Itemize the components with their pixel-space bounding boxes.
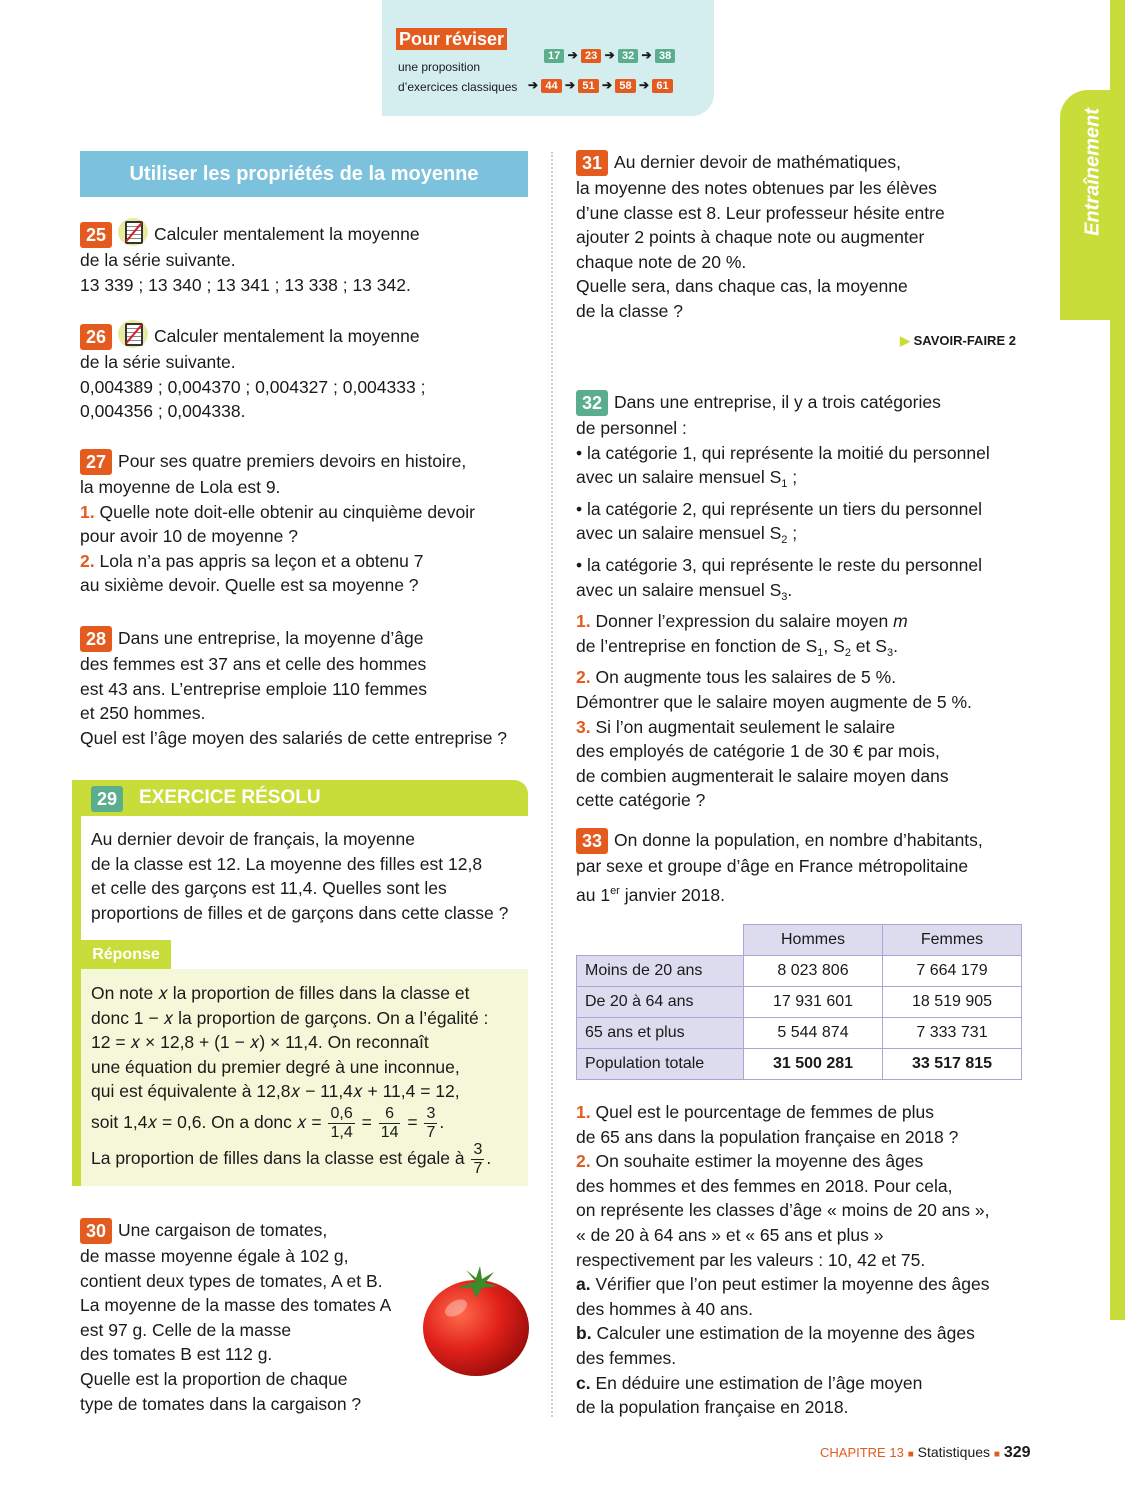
footer-chapter: CHAPITRE 13	[820, 1445, 904, 1460]
revision-row1: 17 ➔ 23 ➔ 32 ➔ 38	[544, 48, 675, 63]
table-cell: 7 333 731	[883, 1018, 1022, 1049]
text: chaque note de 20 %.	[576, 251, 747, 272]
exercise-number: 30	[80, 1218, 112, 1244]
question-number: 3.	[576, 716, 591, 737]
text: au sixième devoir. Quelle est sa moyenne ?	[80, 575, 419, 596]
row-header: 65 ans et plus	[577, 1018, 744, 1049]
text: Quelle note doit-elle obtenir au cinquième devoir	[99, 501, 475, 522]
question-number: 1.	[576, 1102, 591, 1122]
table-cell: 31 500 281	[744, 1049, 883, 1080]
text: m	[893, 611, 908, 632]
footer-topic: Statistiques	[917, 1444, 991, 1460]
text: de masse moyenne égale à 102 g,	[80, 1246, 349, 1266]
exercise-link[interactable]: 58	[615, 79, 635, 93]
text: des employés de catégorie 1 de 30 € par mois,	[576, 741, 940, 762]
text: qui est équivalente à 12,8𝑥 − 11,4𝑥 + 11,4 = 12,	[91, 1081, 460, 1102]
text: 13 339 ; 13 340 ; 13 341 ; 13 338 ; 13 342.	[80, 274, 411, 295]
text: de la classe ?	[576, 300, 684, 321]
text: Calculer une estimation de la moyenne des âges	[596, 1323, 975, 1344]
text: Pour ses quatre premiers devoirs en histoire,	[118, 451, 467, 471]
exercise-32: 32 Dans une entreprise, il y a trois catégories de personnel : • la catégorie 1, qui représente la moitié du personnel avec un salaire mensuel $S_1$ ; • la catégorie 2, qui représente un tiers du personnel avec un salaire mensuel $S_2$ ; • la catégorie 3, qui représente le reste du personnel avec un salaire mensuel $S_3$. 1. Donner l’expression du salaire moyen m de l’entreprise en fonction de $S_1$, $S_2$ et $S_3$. 2. On augmente tous les salaires de 5 %. Démontrer que le salaire moyen augmente de 5 %. 3. Si l’on augmentait seulement le salaire des employés de catégorie 1 de 30 € par mois, de combien augmenterait le salaire moyen dans cette catégorie ?	[576, 390, 1046, 813]
text: 0,004356 ; 0,004338.	[80, 401, 246, 422]
table-cell: 7 664 179	[883, 956, 1022, 987]
text: La proportion de filles dans la classe est égale à	[91, 1147, 465, 1168]
text: janvier 2018.	[624, 884, 725, 905]
text: Vérifier que l’on peut estimer la moyenne des âges	[595, 1274, 990, 1295]
side-tab-label: Entraînement	[1081, 108, 1104, 236]
row-header: Population totale	[577, 1049, 744, 1080]
exercise-link[interactable]: 51	[578, 79, 598, 93]
text: Quel est le pourcentage de femmes de plus	[595, 1102, 935, 1122]
text: On augmente tous les salaires de 5 %.	[595, 667, 897, 688]
text: Donner l’expression du salaire moyen	[595, 611, 889, 632]
text: « de 20 à 64 ans » et « 65 ans et plus »	[576, 1224, 884, 1245]
exercise-26	[80, 320, 540, 424]
resolved-header-label: EXERCICE RÉSOLU	[139, 787, 321, 808]
text: des hommes et des femmes en 2018. Pour cela,	[576, 1175, 953, 1196]
row-header: De 20 à 64 ans	[577, 987, 744, 1018]
tomato-image	[418, 1262, 534, 1382]
text: des hommes à 40 ans.	[576, 1298, 754, 1319]
text: Quelle est la proportion de chaque	[80, 1368, 348, 1389]
exercise-number: 27	[80, 449, 112, 475]
text: On donne la population, en nombre d’habitants,	[614, 830, 983, 850]
play-icon: ▶	[900, 333, 910, 348]
fraction: $\frac{3}{7}$	[473, 1140, 483, 1177]
revision-row2: ➔ 44 ➔ 51 ➔ 58 ➔ 61	[528, 78, 673, 93]
exercise-number: 25	[80, 222, 112, 248]
text: cette catégorie ?	[576, 790, 706, 811]
exercise-number: 28	[80, 626, 112, 652]
square-icon: ■	[993, 1449, 1000, 1460]
text: et celle des garçons est 11,4. Quelles sont les	[91, 878, 447, 899]
section-title: Utiliser les propriétés de la moyenne	[80, 151, 528, 197]
text: • la catégorie 3, qui représente le reste du personnel	[576, 554, 982, 575]
text: type de tomates dans la cargaison ?	[80, 1393, 362, 1414]
text: de personnel :	[576, 418, 687, 438]
text: des femmes est 37 ans et celle des hommes	[80, 654, 427, 674]
population-table	[576, 924, 1022, 1080]
footer	[820, 1444, 1031, 1462]
no-calculator-icon	[118, 218, 148, 246]
text: on représente les classes d’âge « moins de 20 ans »,	[576, 1200, 990, 1221]
table-cell: 17 931 601	[744, 987, 883, 1018]
text: avec un salaire mensuel S	[576, 523, 782, 544]
text: est 43 ans. L’entreprise emploie 110 femmes	[80, 678, 427, 699]
exercise-link[interactable]: 38	[655, 49, 675, 63]
text: proportions de filles et de garçons dans cette classe ?	[91, 902, 509, 923]
revision-line1: une proposition	[398, 60, 481, 74]
question-number: 1.	[80, 501, 95, 522]
exercise-link[interactable]: 17	[544, 49, 564, 63]
exercise-28	[80, 626, 540, 750]
column-separator	[551, 152, 553, 1417]
savoir-faire-link[interactable]	[900, 333, 1016, 349]
text: de combien augmenterait le salaire moyen dans	[576, 765, 949, 786]
text: • la catégorie 2, qui représente un tiers du personnel	[576, 498, 982, 519]
question-number: 1.	[576, 611, 591, 632]
superscript: er	[610, 884, 620, 897]
table-cell: 33 517 815	[883, 1049, 1022, 1080]
fraction: $\frac{6}{14}$	[380, 1104, 399, 1141]
text: et 250 hommes.	[80, 703, 206, 724]
exercise-25	[80, 218, 540, 297]
text: des tomates B est 112 g.	[80, 1344, 273, 1365]
text: des femmes.	[576, 1347, 677, 1368]
table-row	[577, 1049, 1022, 1080]
question-letter: c.	[576, 1372, 591, 1393]
exercise-number: 31	[576, 150, 608, 176]
revision-line2: d’exercices classiques	[398, 80, 518, 94]
table-cell: 8 023 806	[744, 956, 883, 987]
text: la moyenne des notes obtenues par les élèves	[576, 178, 937, 198]
answer-label: Réponse	[81, 940, 171, 969]
exercise-link[interactable]: 32	[618, 49, 638, 63]
text: Démontrer que le salaire moyen augmente de 5 %.	[576, 691, 972, 712]
column-header: Femmes	[883, 925, 1022, 956]
text: Au dernier devoir de mathématiques,	[614, 152, 901, 172]
no-calculator-icon	[118, 320, 148, 348]
text: On souhaite estimer la moyenne des âges	[595, 1151, 924, 1172]
text: On note 𝑥 la proportion de filles dans la classe et	[91, 983, 470, 1003]
fraction: $\frac{3}{7}$	[426, 1104, 436, 1141]
text: La moyenne de la masse des tomates A	[80, 1295, 392, 1316]
text: est 97 g. Celle de la masse	[80, 1319, 292, 1340]
resolved-exercise-box	[72, 780, 528, 1186]
text: Si l’on augmentait seulement le salaire	[595, 716, 896, 737]
text: une équation du premier degré à une inconnue,	[91, 1056, 460, 1077]
resolved-left-bar	[72, 780, 81, 1186]
question-number: 2.	[576, 667, 591, 688]
table-row	[577, 1018, 1022, 1049]
text: Lola n’a pas appris sa leçon et a obtenu 7	[99, 550, 424, 571]
exercise-31	[576, 150, 1036, 324]
text: au 1	[576, 884, 611, 905]
question-letter: a.	[576, 1274, 591, 1295]
text: • la catégorie 1, qui représente la moitié du personnel	[576, 442, 990, 463]
resolved-header	[81, 780, 528, 816]
text: de l’entreprise en fonction de S	[576, 635, 818, 656]
text: Au dernier devoir de français, la moyenne	[91, 829, 415, 849]
text: Quel est l’âge moyen des salariés de cette entreprise ?	[80, 727, 508, 748]
exercise-number: 32	[576, 390, 608, 416]
table-row	[577, 987, 1022, 1018]
column-header: Hommes	[744, 925, 883, 956]
table-cell: 5 544 874	[744, 1018, 883, 1049]
fraction: $\frac{0,6}{1,4}$	[330, 1104, 353, 1141]
text: d’une classe est 8. Leur professeur hésite entre	[576, 202, 945, 223]
savoir-faire-label: SAVOIR-FAIRE 2	[913, 333, 1016, 348]
text: avec un salaire mensuel S	[576, 467, 782, 488]
text: de la classe est 12. La moyenne des filles est 12,8	[91, 853, 483, 874]
question-number: 2.	[80, 550, 95, 571]
table-row	[577, 956, 1022, 987]
text: pour avoir 10 de moyenne ?	[80, 526, 298, 547]
empty-cell	[577, 925, 744, 956]
page-number: 329	[1003, 1444, 1031, 1461]
text: Calculer mentalement la moyenne	[154, 326, 420, 346]
text: soit 1,4𝑥 = 0,6. On a donc 𝑥 =	[91, 1111, 322, 1132]
text: de 65 ans dans la population française en 2018 ?	[576, 1126, 959, 1147]
exercise-number: 29	[91, 786, 123, 812]
text: respectivement par les valeurs : 10, 42 et 75.	[576, 1249, 926, 1270]
revision-box	[382, 0, 714, 116]
exercise-link[interactable]: 23	[581, 49, 601, 63]
text: de la série suivante.	[80, 250, 236, 270]
text: Dans une entreprise, il y a trois catégories	[614, 392, 941, 412]
text: avec un salaire mensuel S	[576, 579, 782, 600]
exercise-27	[80, 449, 540, 598]
question-number: 2.	[576, 1151, 591, 1172]
text: la moyenne de Lola est 9.	[80, 477, 281, 497]
text: contient deux types de tomates, A et B.	[80, 1270, 383, 1291]
exercise-number: 33	[576, 828, 608, 854]
text: Quelle sera, dans chaque cas, la moyenne	[576, 276, 908, 297]
text: donc 1 − 𝑥 la proportion de garçons. On a l’égalité :	[91, 1007, 489, 1028]
question-letter: b.	[576, 1323, 592, 1344]
text: Dans une entreprise, la moyenne d’âge	[118, 628, 424, 648]
revision-title: Pour réviser	[396, 28, 507, 50]
text: de la population française en 2018.	[576, 1397, 849, 1418]
exercise-number: 26	[80, 324, 112, 350]
exercise-link[interactable]: 44	[541, 79, 561, 93]
text: 0,004389 ; 0,004370 ; 0,004327 ; 0,004333 ;	[80, 376, 426, 397]
square-icon: ■	[907, 1449, 914, 1460]
exercise-33-questions	[576, 1100, 1046, 1420]
answer-text: On note 𝑥 la proportion de filles dans la classe et donc 1 − 𝑥 la proportion de garçons. On a l’égalité : 12 = 𝑥 × 12,8 + (1 − 𝑥) × 11,4. On reconnaît une équation du premier degré à une inconnue, qui est équivalente à 12,8𝑥 − 11,4𝑥 + 11,4 = 12, soit 1,4𝑥 = 0,6. On a donc 𝑥 = $\frac{0,6}{1,4}$ = $\frac{6}{14}$ = $\frac{3}{7}$ . La proportion de filles dans la classe est égale à $\frac{3}{7}$ .	[91, 981, 528, 1176]
text: 12 = 𝑥 × 12,8 + (1 − 𝑥) × 11,4. On reconnaît	[91, 1032, 429, 1053]
exercise-30	[80, 1218, 420, 1416]
text: Une cargaison de tomates,	[118, 1220, 328, 1240]
text: En déduire une estimation de l’âge moyen	[595, 1372, 923, 1393]
exercise-33	[576, 828, 1046, 907]
text: ajouter 2 points à chaque note ou augmenter	[576, 227, 925, 248]
exercise-link[interactable]: 61	[652, 79, 672, 93]
resolved-statement	[91, 827, 528, 925]
text: Calculer mentalement la moyenne	[154, 224, 420, 244]
text: de la série suivante.	[80, 352, 236, 372]
table-cell: 18 519 905	[883, 987, 1022, 1018]
text: par sexe et groupe d’âge en France métropolitaine	[576, 856, 969, 876]
row-header: Moins de 20 ans	[577, 956, 744, 987]
